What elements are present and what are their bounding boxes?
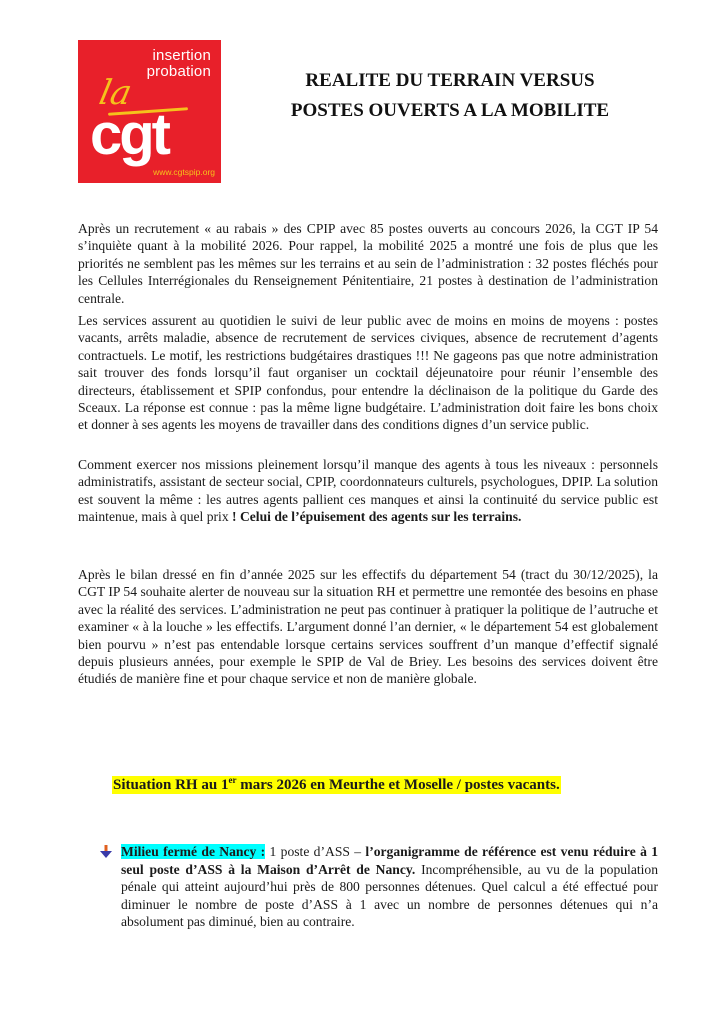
paragraph-intro: Après un recrutement « au rabais » des CPIP avec 85 postes ouverts au concours 2026, la CGT IP 54 s’inquiète quant à la mobilité 2026. Pour rappel, la mobilité 2025 a montré une fois de plus que les priorités ne semblent pas les mêmes sur les terrains et au sein de l’administration : 32 postes fléchés pour les Cellules Interrégionales du Renseignement Pénitentiaire, 21 postes à destination de l’administration centrale.: [78, 221, 658, 306]
list-item-text-1: 1 poste d’ASS –: [265, 844, 366, 859]
logo-url: www.cgtspip.org: [153, 167, 215, 177]
list-item-label: Milieu fermé de Nancy :: [121, 844, 266, 859]
list-item-emphasis: l’organigramme de référence est venu réduire à 1 seul poste d’ASS à la Maison d’Arrêt de Nancy.: [121, 844, 658, 877]
vacancies-list: [100, 843, 658, 931]
title-line-2: POSTES OUVERTS A LA MOBILITE: [290, 100, 610, 121]
paragraph-missions-text: Comment exercer nos missions pleinement lorsqu’il manque des agents à tous les niveaux : personnels administratifs, assistant de secteur social, CPIP, coordonnateurs culturels, psychologues, DPIP. La solution est souvent la même : les autres agents pallient ces manques et ainsi la continuité du service public est maintenue, mais à quel prix: [78, 457, 658, 525]
section-heading: [112, 770, 561, 795]
logo-insertion-text: insertion: [152, 47, 211, 64]
page-title: [240, 66, 660, 126]
logo-la-script: la: [95, 73, 136, 113]
paragraph-missions: [78, 456, 658, 526]
section-heading-start: Situation RH au 1: [113, 777, 229, 793]
section-heading-highlight: [112, 776, 561, 794]
list-item: [100, 843, 658, 931]
paragraph-services: Les services assurent au quotidien le suivi de leur public avec de moins en moins de moyens : postes vacants, arrêts maladie, absence de recrutement de services civiques, absence de recrutement d’agents contractuels. Le motif, les restrictions budgétaires drastiques !!! Ne gageons pas que notre administration sait trouver des fonds lorsqu’il faut organiser un cocktail déjeunatoire pour réunir l’ensemble des directeurs, établissement et SPIP confondus, pour entendre la déclinaison de la politique du Garde des Sceaux. La réponse est connue : pas la même ligne budgétaire. L’administration doit faire les bons choix et donner à ses agents les moyens de travailler dans des conditions dignes d’un service public.: [78, 313, 658, 433]
section-heading-end: mars 2026 en Meurthe et Moselle / postes vacants.: [236, 777, 560, 793]
section-heading-sup: er: [228, 775, 237, 785]
logo-probation-text: probation: [146, 63, 211, 80]
title-line-1: REALITE DU TERRAIN VERSUS: [305, 70, 595, 91]
cgt-logo: [78, 40, 221, 183]
logo-cgt-text: cgt: [90, 102, 168, 167]
list-item-text-2: Incompréhensible, au vu de la population pénale qui atteint aujourd’hui près de 800 personnes détenues. Quel calcul a été effectué pour diminuer le nombre de poste d’ASS à 1 avec un nombre de personnes détenues qui n’a absolument pas diminué, bien au contraire.: [121, 861, 658, 930]
arrow-down-bullet-icon: [100, 845, 112, 859]
paragraph-bilan: Après le bilan dressé en fin d’année 2025 sur les effectifs du département 54 (tract du 30/12/2025), la CGT IP 54 souhaite alerter de nouveau sur la situation RH et permettre une remontée des besoins en phase avec la réalité des services. L’administration ne peut pas continuer à pratiquer la politique de l’autruche et examiner « à la louche » les effectifs. L’argument donné l’an dernier, « le département 54 est globalement bien pourvu » n’est pas entendable lorsque certains services souffrent d’un manque d’effectif signalé depuis plusieurs années, pour exemple le SPIP de Val de Briey. Les besoins des services doivent être étudiés de manière fine et pour chaque service et non de manière globale.: [78, 567, 658, 687]
paragraph-missions-emphasis: ! Celui de l’épuisement des agents sur les terrains.: [232, 509, 522, 525]
